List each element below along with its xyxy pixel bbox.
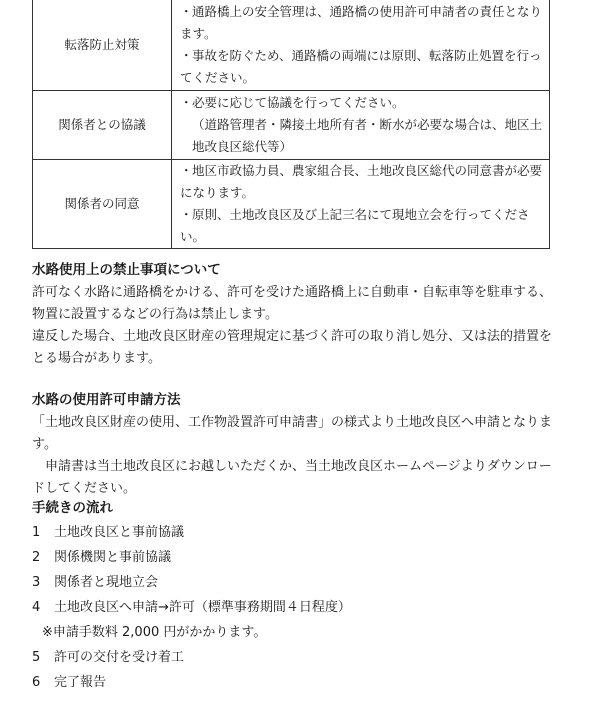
bullet: ・	[180, 48, 193, 63]
conditions-table	[32, 0, 550, 249]
list-item	[32, 595, 562, 620]
row-content	[172, 0, 550, 91]
bullet: ・	[180, 95, 193, 110]
step-number: 6	[32, 675, 41, 690]
section-heading: 水路使用上の禁止事項について	[32, 262, 221, 278]
list-item	[180, 92, 543, 114]
paragraph: 許可なく水路に通路橋をかける、許可を受けた通路橋上に自動車・自転車等を駐車する、物置に設置するなどの行為は禁止します。	[32, 285, 553, 322]
bullet: ・	[180, 4, 193, 19]
sub-note: （道路管理者・隣接土地所有者・断水が必要な場合は、地区土地改良区総代等）	[192, 117, 543, 154]
item-text: 事故を防ぐため、通路橋の両端には原則、転落防止処置を行ってください。	[180, 48, 542, 85]
paragraph: 「土地改良区財産の使用、工作物設置許可申請書」の様式より土地改良区へ申請となります。	[32, 415, 553, 452]
row-content	[172, 91, 550, 160]
steps-list	[32, 520, 562, 695]
prohibited-section	[32, 258, 562, 370]
list-item	[180, 160, 543, 204]
bullet: ・	[180, 163, 193, 178]
step-text: 土地改良区へ申請→許可（標準事務期間４日程度）	[54, 600, 351, 615]
step-text: 関係者と現地立会	[54, 575, 159, 590]
paragraph: 違反した場合、土地改良区財産の管理規定に基づく許可の取り消し処分、又は法的措置をとる場合があります。	[32, 329, 553, 366]
step-number: 5	[32, 650, 41, 665]
list-item	[180, 45, 543, 89]
apply-section	[32, 388, 562, 500]
fee-note: ※申請手数料 2,000 円がかかります。	[42, 625, 267, 640]
flow-section	[32, 496, 562, 695]
row-label: 転落防止対策	[33, 0, 172, 91]
table-row	[33, 0, 550, 91]
paragraph: 申請書は当土地改良区にお越しいただくか、当土地改良区ホームページよりダウンロードしてください。	[32, 459, 552, 496]
row-content	[172, 160, 550, 249]
step-text: 許可の交付を受け着工	[54, 650, 185, 665]
list-item	[32, 670, 562, 695]
list-item	[32, 645, 562, 670]
list-item	[32, 545, 562, 570]
list-item	[32, 570, 562, 595]
section-heading: 水路の使用許可申請方法	[32, 392, 181, 408]
step-number: 3	[32, 575, 41, 590]
bullet: ・	[180, 207, 193, 222]
list-item	[180, 1, 543, 45]
item-text: 必要に応じて協議を行ってください。	[192, 95, 405, 110]
item-text: 地区市政協力員、農家組合長、土地改良区総代の同意書が必要になります。	[180, 163, 543, 200]
table-row	[33, 91, 550, 160]
step-text: 関係機関と事前協議	[54, 550, 172, 565]
item-text: 通路橋上の安全管理は、通路橋の使用許可申請者の責任となります。	[180, 4, 543, 41]
step-number: 2	[32, 550, 41, 565]
step-number: 1	[32, 525, 41, 540]
row-label: 関係者との協議	[33, 91, 172, 160]
table-row	[33, 160, 550, 249]
step-text: 土地改良区と事前協議	[54, 525, 185, 540]
section-heading: 手続きの流れ	[32, 500, 113, 516]
list-item	[180, 204, 543, 248]
item-text: 原則、土地改良区及び上記三名にて現地立会を行ってください。	[180, 207, 530, 244]
row-label: 関係者の同意	[33, 160, 172, 249]
step-number: 4	[32, 600, 41, 615]
list-item	[32, 520, 562, 545]
step-text: 完了報告	[54, 675, 107, 690]
